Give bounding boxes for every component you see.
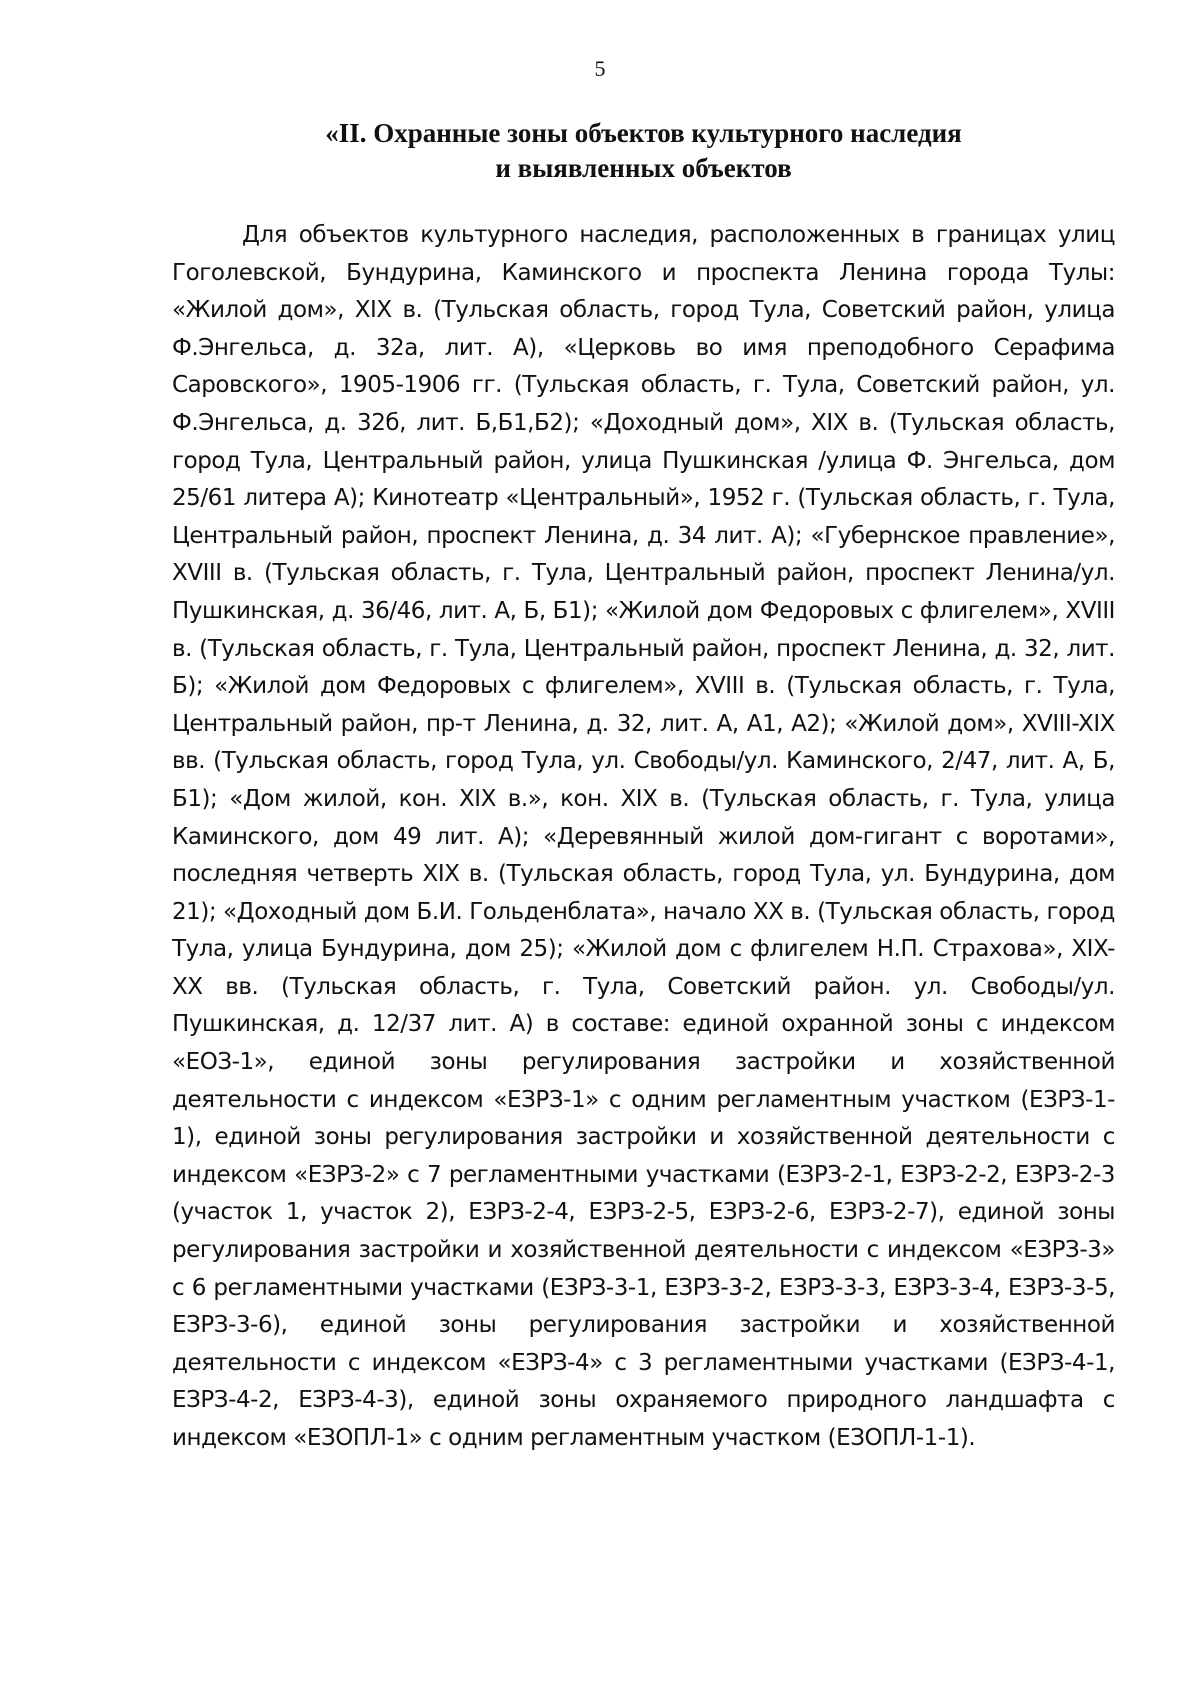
section-heading-line-2: и выявленных объектов bbox=[495, 153, 792, 183]
page-number: 5 bbox=[594, 56, 606, 81]
section-heading-line-1: «II. Охранные зоны объектов культурного наследия bbox=[325, 118, 962, 148]
body-paragraph: Для объектов культурного наследия, расположенных в границах улиц Гоголевской, Бундурина, Каминского и проспекта Ленина города Тулы: «Жилой дом», XIX в. (Тульская область, город Тула, Советский район, улица Ф.Энгельса, д. 32а, лит. А), «Церковь во имя преподобного Серафима Саровского», 1905-1906 гг. (Тульская область, г. Тула, Советский район, ул. Ф.Энгельса, д. 32б, лит. Б,Б1,Б2); «Доходный дом», XIX в. (Тульская область, город Тула, Центральный район, улица Пушкинская /улица Ф. Энгельса, дом 25/61 литера А); Кинотеатр «Центральный», 1952 г. (Тульская область, г. Тула, Центральный район, проспект Ленина, д. 34 лит. А); «Губернское правление», XVIII в. (Тульская область, г. Тула, Центральный район, проспект Ленина/ул. Пушкинская, д. 36/46, лит. А, Б, Б1); «Жилой дом Федоровых с флигелем», XVIII в. (Тульская область, г. Тула, Центральный район, проспект Ленина, д. 32, лит. Б); «Жилой дом Федоровых с флигелем», XVIII в. (Тульская область, г. Тула, Центральный район, пр-т Ленина, д. 32, лит. А, А1, А2); «Жилой дом», XVIII-XIX вв. (Тульская область, город Тула, ул. Свободы/ул. Каминского, 2/47, лит. А, Б, Б1); «Дом жилой, кон. XIX в.», кон. XIX в. (Тульская область, г. Тула, улица Каминского, дом 49 лит. А); «Деревянный жилой дом-гигант с воротами», последняя четверть XIX в. (Тульская область, город Тула, ул. Бундурина, дом 21); «Доходный дом Б.И. Гольденблата», начало XX в. (Тульская область, город Тула, улица Бундурина, дом 25); «Жилой дом с флигелем Н.П. Страхова», XIX-XX вв. (Тульская область, г. Тула, Советский район. ул. Свободы/ул. Пушкинская, д. 12/37 лит. А) в составе: единой охранной зоны с индексом «ЕОЗ-1», единой зоны регулирования застройки и хозяйственной деятельности с индексом «ЕЗРЗ-1» с одним регламентным участком (ЕЗРЗ-1-1), единой зоны регулирования застройки и хозяйственной деятельности с индексом «ЕЗРЗ-2» с 7 регламентными участками (ЕЗРЗ-2-1, ЕЗРЗ-2-2, ЕЗРЗ-2-3 (участок 1, участок 2), ЕЗРЗ-2-4, ЕЗРЗ-2-5, ЕЗРЗ-2-6, ЕЗРЗ-2-7), единой зоны регулирования застройки и хозяйственной деятельности с индексом «ЕЗРЗ-3» с 6 регламентными участками (ЕЗРЗ-3-1, ЕЗРЗ-3-2, ЕЗРЗ-3-3, ЕЗРЗ-3-4, ЕЗРЗ-3-5, ЕЗРЗ-3-6), единой зоны регулирования застройки и хозяйственной деятельности с индексом «ЕЗРЗ-4» с 3 регламентными участками (ЕЗРЗ-4-1, ЕЗРЗ-4-2, ЕЗРЗ-4-3), единой зоны охраняемого природного ландшафта с индексом «ЕЗОПЛ-1» с одним регламентным участком (ЕЗОПЛ-1-1). bbox=[172, 222, 1115, 1451]
section-heading bbox=[170, 116, 1117, 186]
